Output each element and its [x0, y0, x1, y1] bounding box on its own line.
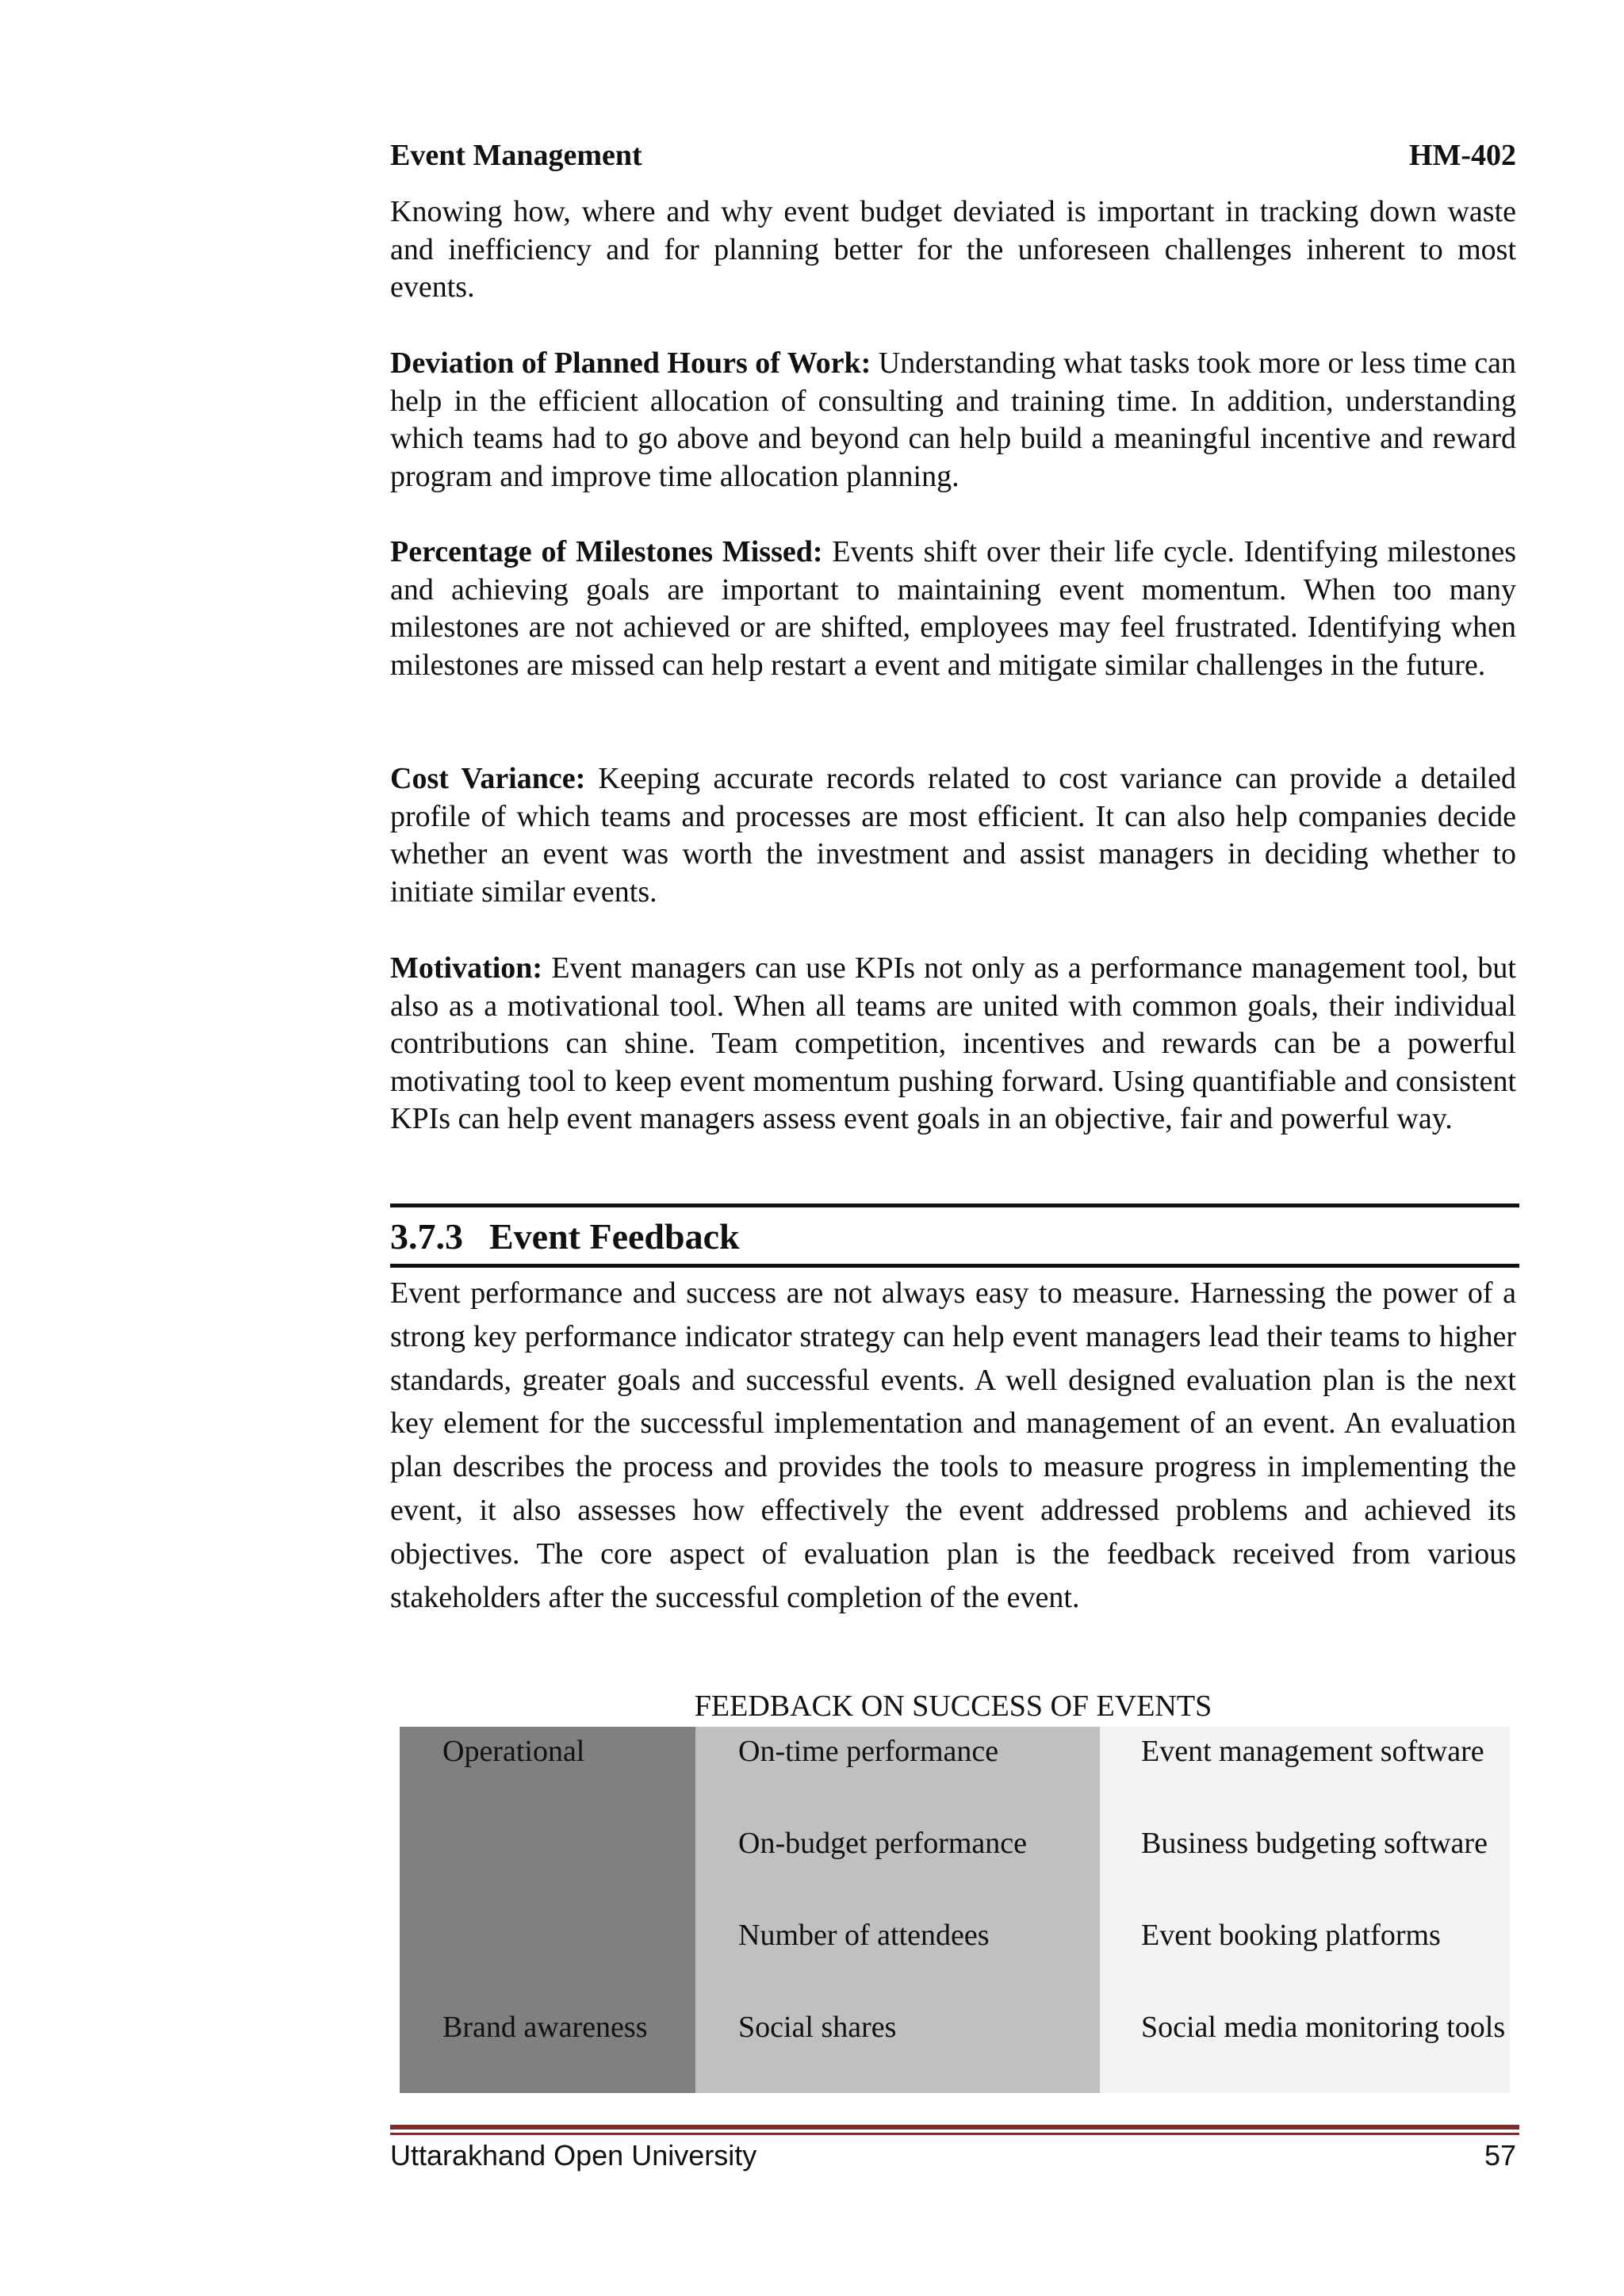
section-rule-bottom: [390, 1264, 1519, 1268]
kpi-term: Percentage of Milestones Missed:: [390, 535, 823, 568]
metric-column: [695, 1727, 1100, 2093]
kpi-paragraph-planned-hours: [390, 345, 1516, 496]
kpi-term: Cost Variance:: [390, 762, 586, 795]
footer-university: Uttarakhand Open University: [390, 2139, 757, 2172]
kpi-paragraph-cost-variance: [390, 760, 1516, 911]
kpi-text: Events shift over their life cycle. Identifying milestones and achieving goals are important to maintaining event momentum. When too many milestones are not achieved or are shifted, employees may feel frustrated. Identifying when milestones are missed can help restart a event and mitigate similar challenges in the future.: [390, 535, 1516, 682]
tool-cell: Event booking platforms: [1141, 1919, 1441, 1952]
category-column: [400, 1727, 695, 2093]
category-cell: Operational: [442, 1735, 585, 1768]
metric-cell: Number of attendees: [738, 1919, 990, 1952]
kpi-term: Deviation of Planned Hours of Work:: [390, 346, 871, 380]
header-title: Event Management: [390, 139, 642, 172]
table-caption: FEEDBACK ON SUCCESS OF EVENTS: [694, 1689, 1212, 1723]
running-header: [390, 136, 1516, 174]
tool-cell: Social media monitoring tools: [1141, 2011, 1506, 2044]
tool-cell: Event management software: [1141, 1735, 1484, 1768]
tool-column: [1100, 1727, 1510, 2093]
section-rule-top: [390, 1203, 1519, 1207]
kpi-paragraph-milestones: [390, 534, 1516, 684]
section-number: 3.7.3: [390, 1216, 463, 1257]
metric-cell: Social shares: [738, 2011, 897, 2044]
kpi-term: Motivation:: [390, 951, 543, 985]
kpi-text: Understanding what tasks took more or less time can help in the efficient allocation of consulting and training time. In addition, understanding which teams had to go above and beyond can help build a meaningful incentive and reward program and improve time allocation planning.: [390, 346, 1516, 493]
page-footer: [390, 2137, 1516, 2174]
metric-cell: On-time performance: [738, 1735, 999, 1768]
header-course-code: HM-402: [1408, 139, 1516, 172]
footer-page-number: 57: [1484, 2139, 1516, 2172]
metric-cell: On-budget performance: [738, 1827, 1028, 1860]
section-title: Event Feedback: [489, 1216, 740, 1257]
footer-rule-thin: [390, 2133, 1519, 2135]
feedback-paragraph: Event performance and success are not always easy to measure. Harnessing the power of a strong key performance indicator strategy can help event managers lead their teams to higher standards, greater goals and successful events. A well designed evaluation plan is the next key element for the successful implementation and management of an event. An evaluation plan describes the process and provides the tools to measure progress in implementing the event, it also assesses how effectively the event addressed problems and achieved its objectives. The core aspect of evaluation plan is the feedback received from various stakeholders after the successful completion of the event.: [390, 1276, 1516, 1614]
kpi-text: Event managers can use KPIs not only as a performance management tool, but also as a motivational tool. When all teams are united with common goals, their individual contributions can shine. Team competition, incentives and rewards can be a powerful motivating tool to keep event momentum pushing forward. Using quantifiable and consistent KPIs can help event managers assess event goals in an objective, fair and powerful way.: [390, 951, 1516, 1135]
kpi-text: Keeping accurate records related to cost variance can provide a detailed profile of which teams and processes are most efficient. It can also help companies decide whether an event was worth the investment and assist managers in deciding whether to initiate similar events.: [390, 762, 1516, 909]
intro-paragraph: Knowing how, where and why event budget deviated is important in tracking down waste and inefficiency and for planning better for the unforeseen challenges inherent to most events.: [390, 195, 1516, 304]
footer-rule-thick: [390, 2125, 1519, 2130]
kpi-paragraph-motivation: [390, 950, 1516, 1138]
tool-cell: Business budgeting software: [1141, 1827, 1488, 1860]
category-cell: Brand awareness: [442, 2011, 648, 2044]
feedback-table: [400, 1727, 1510, 2093]
section-heading: [390, 1213, 1516, 1261]
